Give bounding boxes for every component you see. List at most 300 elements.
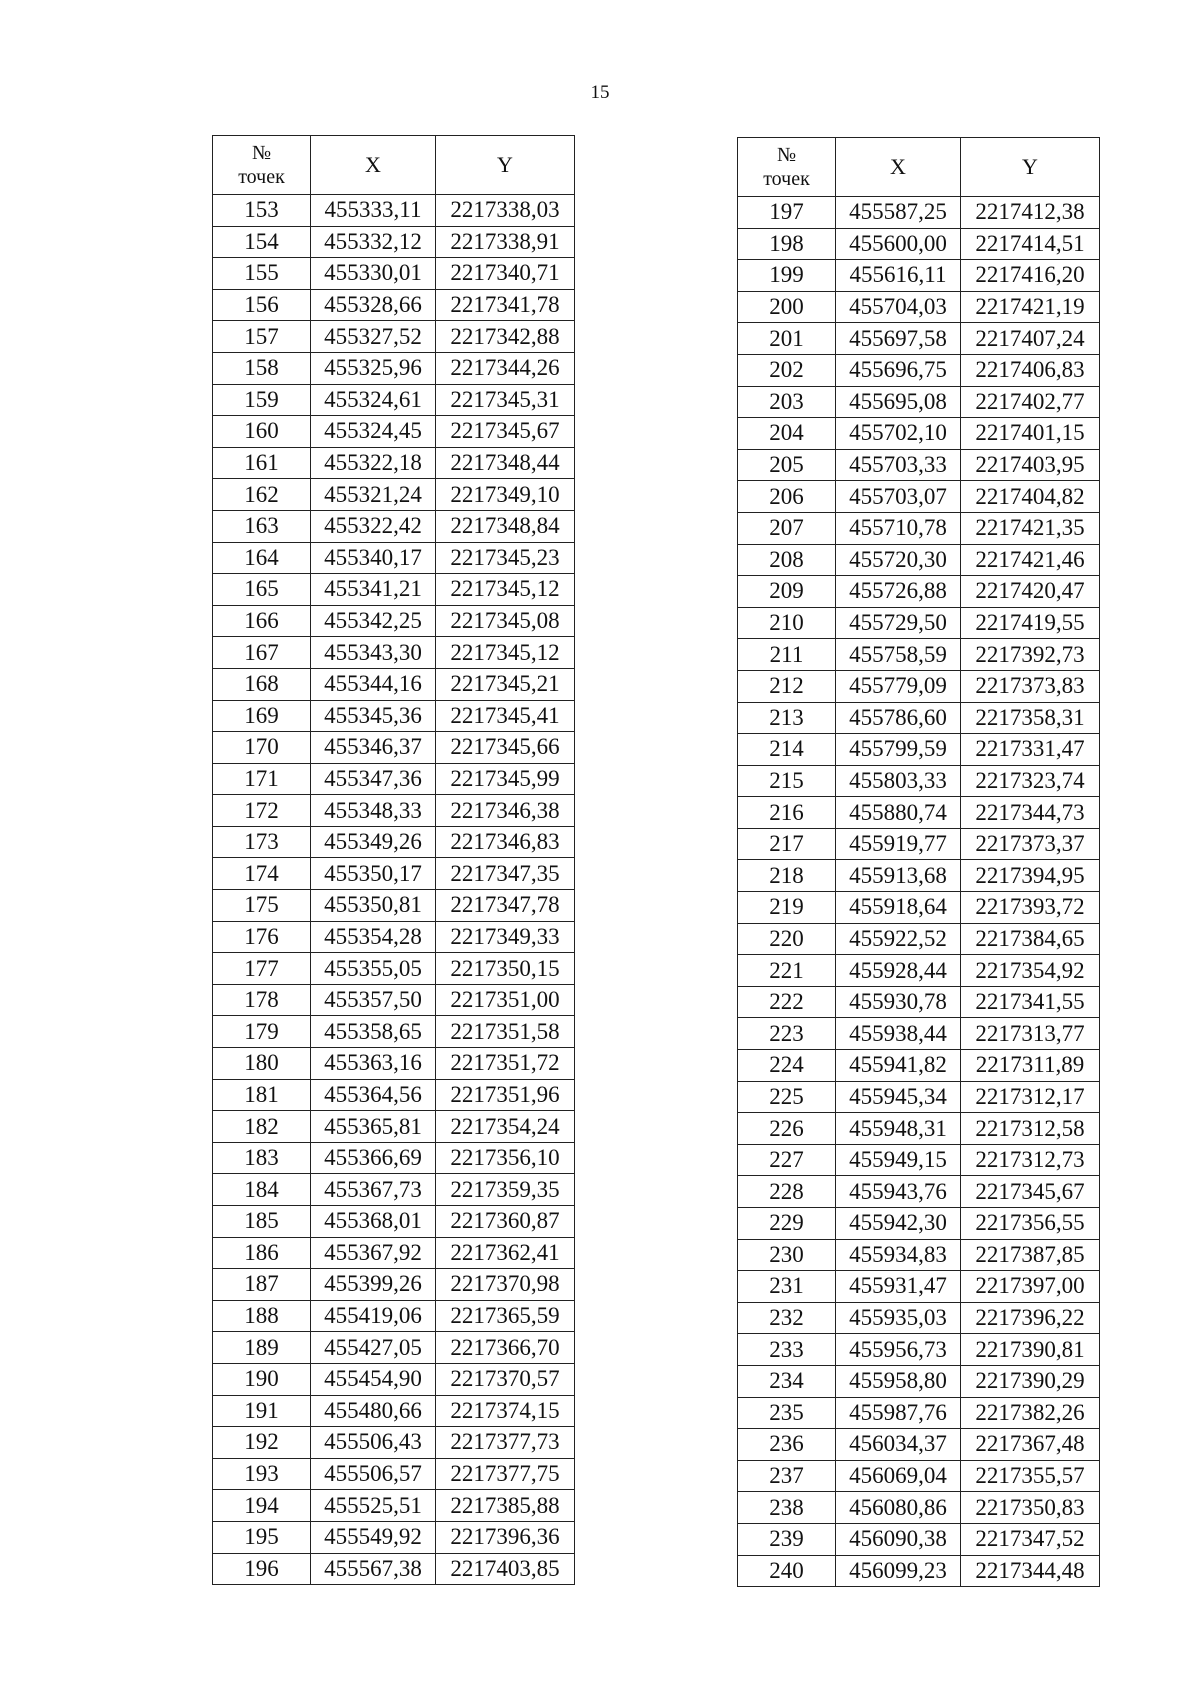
y-cell: 2217344,73 [961,797,1100,829]
table-row [738,418,1100,450]
table-row [738,481,1100,513]
point-number-cell: 231 [738,1271,836,1303]
y-cell: 2217397,00 [961,1271,1100,1303]
y-cell: 2217390,81 [961,1334,1100,1366]
point-number-cell: 193 [213,1458,311,1490]
point-number-cell: 234 [738,1365,836,1397]
x-cell: 455786,60 [836,702,961,734]
number-sign: № [251,142,272,164]
table-row [213,1174,575,1206]
point-number-cell: 157 [213,321,311,353]
x-cell: 455367,73 [311,1174,436,1206]
point-number-cell: 208 [738,544,836,576]
point-number-cell: 223 [738,1018,836,1050]
y-cell: 2217390,29 [961,1365,1100,1397]
x-cell: 455325,96 [311,352,436,384]
point-number-cell: 237 [738,1460,836,1492]
y-cell: 2217342,88 [436,321,575,353]
x-cell: 455366,69 [311,1142,436,1174]
table-row [738,1271,1100,1303]
table-row [738,892,1100,924]
point-number-cell: 232 [738,1302,836,1334]
y-cell: 2217345,31 [436,384,575,416]
y-cell: 2217338,91 [436,226,575,258]
table-row [738,1208,1100,1240]
table-row [213,668,575,700]
table-row [738,1113,1100,1145]
table-row [738,544,1100,576]
x-cell: 455419,06 [311,1300,436,1332]
coordinates-table-right [737,137,1100,1587]
point-number-cell: 181 [213,1079,311,1111]
point-number-cell: 167 [213,637,311,669]
y-cell: 2217382,26 [961,1397,1100,1429]
table-row [213,542,575,574]
y-cell: 2217421,35 [961,512,1100,544]
point-number-cell: 173 [213,826,311,858]
x-cell: 455333,11 [311,195,436,227]
table-row [738,1018,1100,1050]
table-row [738,260,1100,292]
x-cell: 455368,01 [311,1206,436,1238]
y-cell: 2217345,67 [436,416,575,448]
y-cell: 2217396,36 [436,1521,575,1553]
table-row [213,700,575,732]
y-cell: 2217419,55 [961,607,1100,639]
x-cell: 455506,43 [311,1427,436,1459]
y-cell: 2217345,23 [436,542,575,574]
table-row [213,1363,575,1395]
table-row [213,1553,575,1585]
point-number-cell: 239 [738,1523,836,1555]
point-number-cell: 222 [738,986,836,1018]
point-number-cell: 186 [213,1237,311,1269]
table-row [738,1081,1100,1113]
x-cell: 455345,36 [311,700,436,732]
y-cell: 2217344,26 [436,352,575,384]
table-row [213,352,575,384]
x-cell: 455704,03 [836,291,961,323]
point-number-cell: 217 [738,828,836,860]
table-row [738,1460,1100,1492]
y-cell: 2217311,89 [961,1050,1100,1082]
coordinates-table-left [212,135,575,1585]
table-row [213,826,575,858]
x-cell: 455506,57 [311,1458,436,1490]
point-number-cell: 236 [738,1429,836,1461]
table-row [213,1300,575,1332]
point-number-cell: 164 [213,542,311,574]
point-number-cell: 175 [213,890,311,922]
point-number-cell: 235 [738,1397,836,1429]
y-cell: 2217370,98 [436,1269,575,1301]
table-row [738,670,1100,702]
x-cell: 455350,17 [311,858,436,890]
y-cell: 2217331,47 [961,734,1100,766]
point-number-cell: 233 [738,1334,836,1366]
table-row [738,576,1100,608]
table-row [738,797,1100,829]
table-row [738,1334,1100,1366]
y-cell: 2217348,84 [436,510,575,542]
y-cell: 2217377,75 [436,1458,575,1490]
x-cell: 455696,75 [836,354,961,386]
x-cell: 455549,92 [311,1521,436,1553]
point-number-cell: 156 [213,289,311,321]
x-cell: 455364,56 [311,1079,436,1111]
table-row [213,984,575,1016]
y-cell: 2217351,96 [436,1079,575,1111]
x-cell: 455322,42 [311,510,436,542]
y-cell: 2217346,83 [436,826,575,858]
point-number-cell: 172 [213,795,311,827]
point-number-cell: 227 [738,1144,836,1176]
y-cell: 2217350,83 [961,1492,1100,1524]
point-number-cell: 169 [213,700,311,732]
point-number-cell: 212 [738,670,836,702]
x-cell: 455956,73 [836,1334,961,1366]
x-cell: 455720,30 [836,544,961,576]
x-cell: 455348,33 [311,795,436,827]
point-number-cell: 183 [213,1142,311,1174]
x-cell: 455779,09 [836,670,961,702]
table-row [738,702,1100,734]
point-number-cell: 228 [738,1176,836,1208]
table-row [738,228,1100,260]
y-cell: 2217362,41 [436,1237,575,1269]
y-cell: 2217347,52 [961,1523,1100,1555]
x-cell: 456090,38 [836,1523,961,1555]
point-number-cell: 200 [738,291,836,323]
point-number-header [213,136,311,195]
table-row [213,763,575,795]
x-cell: 455803,33 [836,765,961,797]
table-row [213,258,575,290]
table-row [213,953,575,985]
x-cell: 456069,04 [836,1460,961,1492]
x-cell: 455322,18 [311,447,436,479]
page-number: 15 [590,82,610,103]
point-number-cell: 192 [213,1427,311,1459]
x-cell: 455341,21 [311,574,436,606]
y-cell: 2217345,08 [436,605,575,637]
x-cell: 455342,25 [311,605,436,637]
table-row [213,1048,575,1080]
y-cell: 2217356,55 [961,1208,1100,1240]
x-cell: 455349,26 [311,826,436,858]
table-row [738,1144,1100,1176]
x-cell: 455354,28 [311,921,436,953]
point-number-cell: 201 [738,323,836,355]
y-cell: 2217354,24 [436,1111,575,1143]
table-row [738,734,1100,766]
table-row [738,828,1100,860]
table-row [738,1397,1100,1429]
y-cell: 2217345,12 [436,637,575,669]
x-cell: 455347,36 [311,763,436,795]
table-row [738,1365,1100,1397]
y-cell: 2217351,72 [436,1048,575,1080]
y-header: Y [961,138,1100,197]
point-number-cell: 182 [213,1111,311,1143]
x-cell: 455355,05 [311,953,436,985]
x-cell: 455343,30 [311,637,436,669]
table-row [738,1523,1100,1555]
y-cell: 2217373,37 [961,828,1100,860]
point-number-cell: 195 [213,1521,311,1553]
y-cell: 2217392,73 [961,639,1100,671]
y-cell: 2217393,72 [961,892,1100,924]
point-number-cell: 213 [738,702,836,734]
y-cell: 2217345,66 [436,732,575,764]
point-number-cell: 214 [738,734,836,766]
y-cell: 2217345,67 [961,1176,1100,1208]
x-cell: 455340,17 [311,542,436,574]
x-cell: 456099,23 [836,1555,961,1587]
x-cell: 455710,78 [836,512,961,544]
table-row [213,1427,575,1459]
x-cell: 455928,44 [836,955,961,987]
point-number-cell: 177 [213,953,311,985]
table-row [213,1016,575,1048]
point-number-cell: 202 [738,354,836,386]
y-cell: 2217341,78 [436,289,575,321]
y-cell: 2217420,47 [961,576,1100,608]
y-cell: 2217351,58 [436,1016,575,1048]
y-cell: 2217345,12 [436,574,575,606]
y-cell: 2217402,77 [961,386,1100,418]
y-cell: 2217346,38 [436,795,575,827]
x-cell: 455697,58 [836,323,961,355]
table-row [738,955,1100,987]
point-number-cell: 198 [738,228,836,260]
y-cell: 2217406,83 [961,354,1100,386]
y-cell: 2217412,38 [961,197,1100,229]
y-cell: 2217323,74 [961,765,1100,797]
table-row [738,1176,1100,1208]
table-row [213,1332,575,1364]
x-cell: 455332,12 [311,226,436,258]
y-cell: 2217345,41 [436,700,575,732]
y-cell: 2217394,95 [961,860,1100,892]
y-cell: 2217312,73 [961,1144,1100,1176]
table-row [213,479,575,511]
x-cell: 455358,65 [311,1016,436,1048]
y-cell: 2217349,10 [436,479,575,511]
x-cell: 455702,10 [836,418,961,450]
x-cell: 455799,59 [836,734,961,766]
table-row [213,321,575,353]
x-cell: 455330,01 [311,258,436,290]
table-row [738,1050,1100,1082]
table-row [213,890,575,922]
point-number-cell: 184 [213,1174,311,1206]
table-row [213,1490,575,1522]
x-cell: 455726,88 [836,576,961,608]
point-number-cell: 240 [738,1555,836,1587]
y-cell: 2217312,17 [961,1081,1100,1113]
point-number-cell: 226 [738,1113,836,1145]
table-row [213,637,575,669]
table-row [213,1079,575,1111]
x-cell: 455918,64 [836,892,961,924]
table-row [213,1269,575,1301]
y-cell: 2217340,71 [436,258,575,290]
y-cell: 2217407,24 [961,323,1100,355]
point-number-cell: 194 [213,1490,311,1522]
table-row [738,639,1100,671]
x-cell: 455948,31 [836,1113,961,1145]
table-row [213,732,575,764]
point-number-cell: 197 [738,197,836,229]
point-number-cell: 219 [738,892,836,924]
y-cell: 2217365,59 [436,1300,575,1332]
point-number-cell: 153 [213,195,311,227]
table-row [738,512,1100,544]
x-cell: 455357,50 [311,984,436,1016]
x-cell: 455729,50 [836,607,961,639]
point-number-cell: 216 [738,797,836,829]
x-cell: 456080,86 [836,1492,961,1524]
table-row [213,1395,575,1427]
x-cell: 455328,66 [311,289,436,321]
y-cell: 2217344,48 [961,1555,1100,1587]
point-number-cell: 189 [213,1332,311,1364]
x-cell: 455346,37 [311,732,436,764]
x-cell: 455880,74 [836,797,961,829]
point-number-cell: 196 [213,1553,311,1585]
x-cell: 455934,83 [836,1239,961,1271]
point-number-cell: 238 [738,1492,836,1524]
y-cell: 2217312,58 [961,1113,1100,1145]
table-row [738,986,1100,1018]
y-cell: 2217401,15 [961,418,1100,450]
number-sign: № [776,144,797,166]
point-number-cell: 154 [213,226,311,258]
table-row [738,1492,1100,1524]
x-cell: 455525,51 [311,1490,436,1522]
y-cell: 2217349,33 [436,921,575,953]
x-cell: 455919,77 [836,828,961,860]
x-cell: 455942,30 [836,1208,961,1240]
points-label: точек [763,168,810,190]
table-row [738,386,1100,418]
y-cell: 2217421,46 [961,544,1100,576]
point-number-cell: 224 [738,1050,836,1082]
point-number-cell: 176 [213,921,311,953]
y-cell: 2217373,83 [961,670,1100,702]
table-row [738,449,1100,481]
point-number-cell: 207 [738,512,836,544]
y-cell: 2217348,44 [436,447,575,479]
table-header-row [738,138,1100,197]
y-cell: 2217403,85 [436,1553,575,1585]
point-number-cell: 211 [738,639,836,671]
x-cell: 455399,26 [311,1269,436,1301]
point-number-cell: 166 [213,605,311,637]
x-cell: 455941,82 [836,1050,961,1082]
y-cell: 2217355,57 [961,1460,1100,1492]
y-cell: 2217387,85 [961,1239,1100,1271]
point-number-header [738,138,836,197]
x-cell: 455344,16 [311,668,436,700]
table-row [213,416,575,448]
table-row [738,354,1100,386]
y-cell: 2217385,88 [436,1490,575,1522]
point-number-cell: 155 [213,258,311,290]
table-row [738,923,1100,955]
table-row [738,1302,1100,1334]
point-number-cell: 179 [213,1016,311,1048]
point-number-cell: 168 [213,668,311,700]
point-number-cell: 162 [213,479,311,511]
y-cell: 2217354,92 [961,955,1100,987]
table-row [738,607,1100,639]
x-cell: 455703,33 [836,449,961,481]
y-cell: 2217374,15 [436,1395,575,1427]
point-number-cell: 206 [738,481,836,513]
point-number-cell: 215 [738,765,836,797]
x-cell: 455922,52 [836,923,961,955]
point-number-cell: 209 [738,576,836,608]
table-row [213,447,575,479]
y-cell: 2217416,20 [961,260,1100,292]
point-number-cell: 220 [738,923,836,955]
y-cell: 2217404,82 [961,481,1100,513]
table-row [213,1142,575,1174]
table-row [213,1237,575,1269]
x-cell: 455987,76 [836,1397,961,1429]
point-number-cell: 205 [738,449,836,481]
x-cell: 455324,45 [311,416,436,448]
y-cell: 2217414,51 [961,228,1100,260]
x-header: X [836,138,961,197]
table-row [213,1111,575,1143]
table-row [213,226,575,258]
y-cell: 2217351,00 [436,984,575,1016]
y-cell: 2217347,78 [436,890,575,922]
table-row [738,1239,1100,1271]
x-cell: 455363,16 [311,1048,436,1080]
point-number-cell: 171 [213,763,311,795]
point-number-cell: 218 [738,860,836,892]
y-cell: 2217367,48 [961,1429,1100,1461]
x-cell: 455567,38 [311,1553,436,1585]
x-cell: 455930,78 [836,986,961,1018]
point-number-cell: 221 [738,955,836,987]
point-number-cell: 229 [738,1208,836,1240]
x-cell: 455938,44 [836,1018,961,1050]
y-cell: 2217370,57 [436,1363,575,1395]
point-number-cell: 203 [738,386,836,418]
point-number-cell: 159 [213,384,311,416]
x-cell: 455616,11 [836,260,961,292]
point-number-cell: 165 [213,574,311,606]
x-cell: 455931,47 [836,1271,961,1303]
point-number-cell: 188 [213,1300,311,1332]
table-row [738,291,1100,323]
x-cell: 455958,80 [836,1365,961,1397]
y-cell: 2217421,19 [961,291,1100,323]
x-cell: 455935,03 [836,1302,961,1334]
y-cell: 2217384,65 [961,923,1100,955]
point-number-cell: 158 [213,352,311,384]
point-number-cell: 160 [213,416,311,448]
x-header: X [311,136,436,195]
x-cell: 455703,07 [836,481,961,513]
table-header-row [213,136,575,195]
table-row [738,1555,1100,1587]
